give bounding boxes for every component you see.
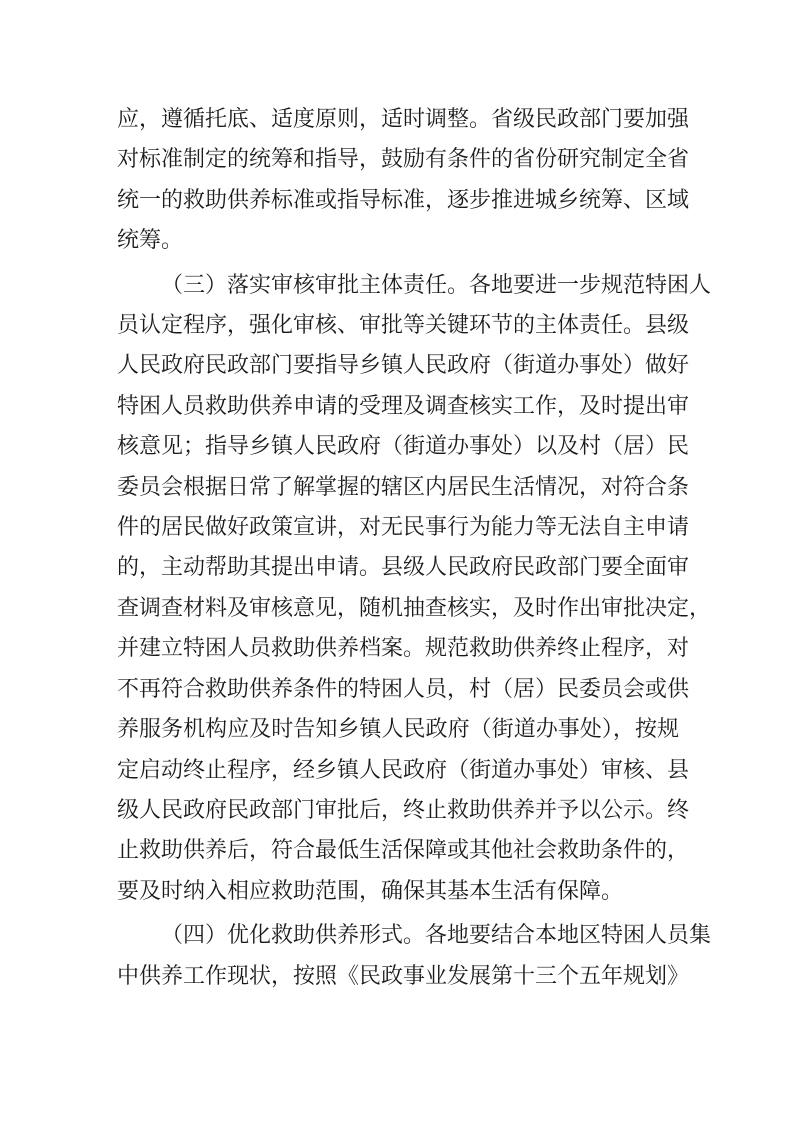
text-line: 委员会根据日常了解掌握的辖区内居民生活情况，对符合条 bbox=[117, 474, 690, 500]
paragraph-standards-continuation bbox=[117, 100, 690, 262]
text-line: 员认定程序，强化审核、审批等关键环节的主体责任。县级 bbox=[117, 313, 690, 339]
paragraph-review-approval bbox=[117, 266, 712, 913]
text-line: 应，遵循托底、适度原则，适时调整。省级民政部门要加强 bbox=[117, 107, 690, 132]
text-line: 人民政府民政部门要指导乡镇人民政府（街道办事处）做好 bbox=[117, 353, 690, 379]
document-body bbox=[117, 100, 712, 997]
text-line: 不再符合救助供养条件的特困人员，村（居）民委员会或供 bbox=[117, 676, 690, 702]
text-line: 中供养工作现状，按照《民政事业发展第十三个五年规划》 bbox=[117, 963, 690, 989]
text-line: 并建立特困人员救助供养档案。规范救助供养终止程序，对 bbox=[117, 636, 690, 662]
text-line: 对标准制定的统筹和指导，鼓励有条件的省份研究制定全省 bbox=[117, 147, 690, 173]
text-line: 要及时纳入相应救助范围，确保其基本生活有保障。 bbox=[117, 878, 624, 904]
text-line: 核意见；指导乡镇人民政府（街道办事处）以及村（居）民 bbox=[117, 434, 690, 460]
text-line: 特困人员救助供养申请的受理及调查核实工作，及时提出审 bbox=[117, 393, 690, 419]
text-line: 统筹。 bbox=[117, 228, 184, 254]
text-line: 级人民政府民政部门审批后，终止救助供养并予以公示。终 bbox=[117, 797, 690, 823]
section-heading-line: （三）落实审核审批主体责任。各地要进一步规范特困人 bbox=[161, 272, 712, 298]
text-line: 查调查材料及审核意见，随机抽查核实，及时作出审批决定， bbox=[117, 595, 712, 621]
text-line: 统一的救助供养标准或指导标准，逐步推进城乡统筹、区域 bbox=[117, 187, 690, 213]
paragraph-optimize-forms bbox=[117, 916, 712, 997]
section-heading-line: （四）优化救助供养形式。各地要结合本地区特困人员集 bbox=[161, 923, 712, 949]
text-line: 件的居民做好政策宣讲，对无民事行为能力等无法自主申请 bbox=[117, 515, 690, 541]
text-line: 定启动终止程序，经乡镇人民政府（街道办事处）审核、县 bbox=[117, 757, 690, 783]
text-line: 养服务机构应及时告知乡镇人民政府（街道办事处），按规 bbox=[117, 717, 679, 743]
text-line: 的，主动帮助其提出申请。县级人民政府民政部门要全面审 bbox=[117, 555, 690, 581]
text-line: 止救助供养后，符合最低生活保障或其他社会救助条件的， bbox=[117, 838, 690, 864]
